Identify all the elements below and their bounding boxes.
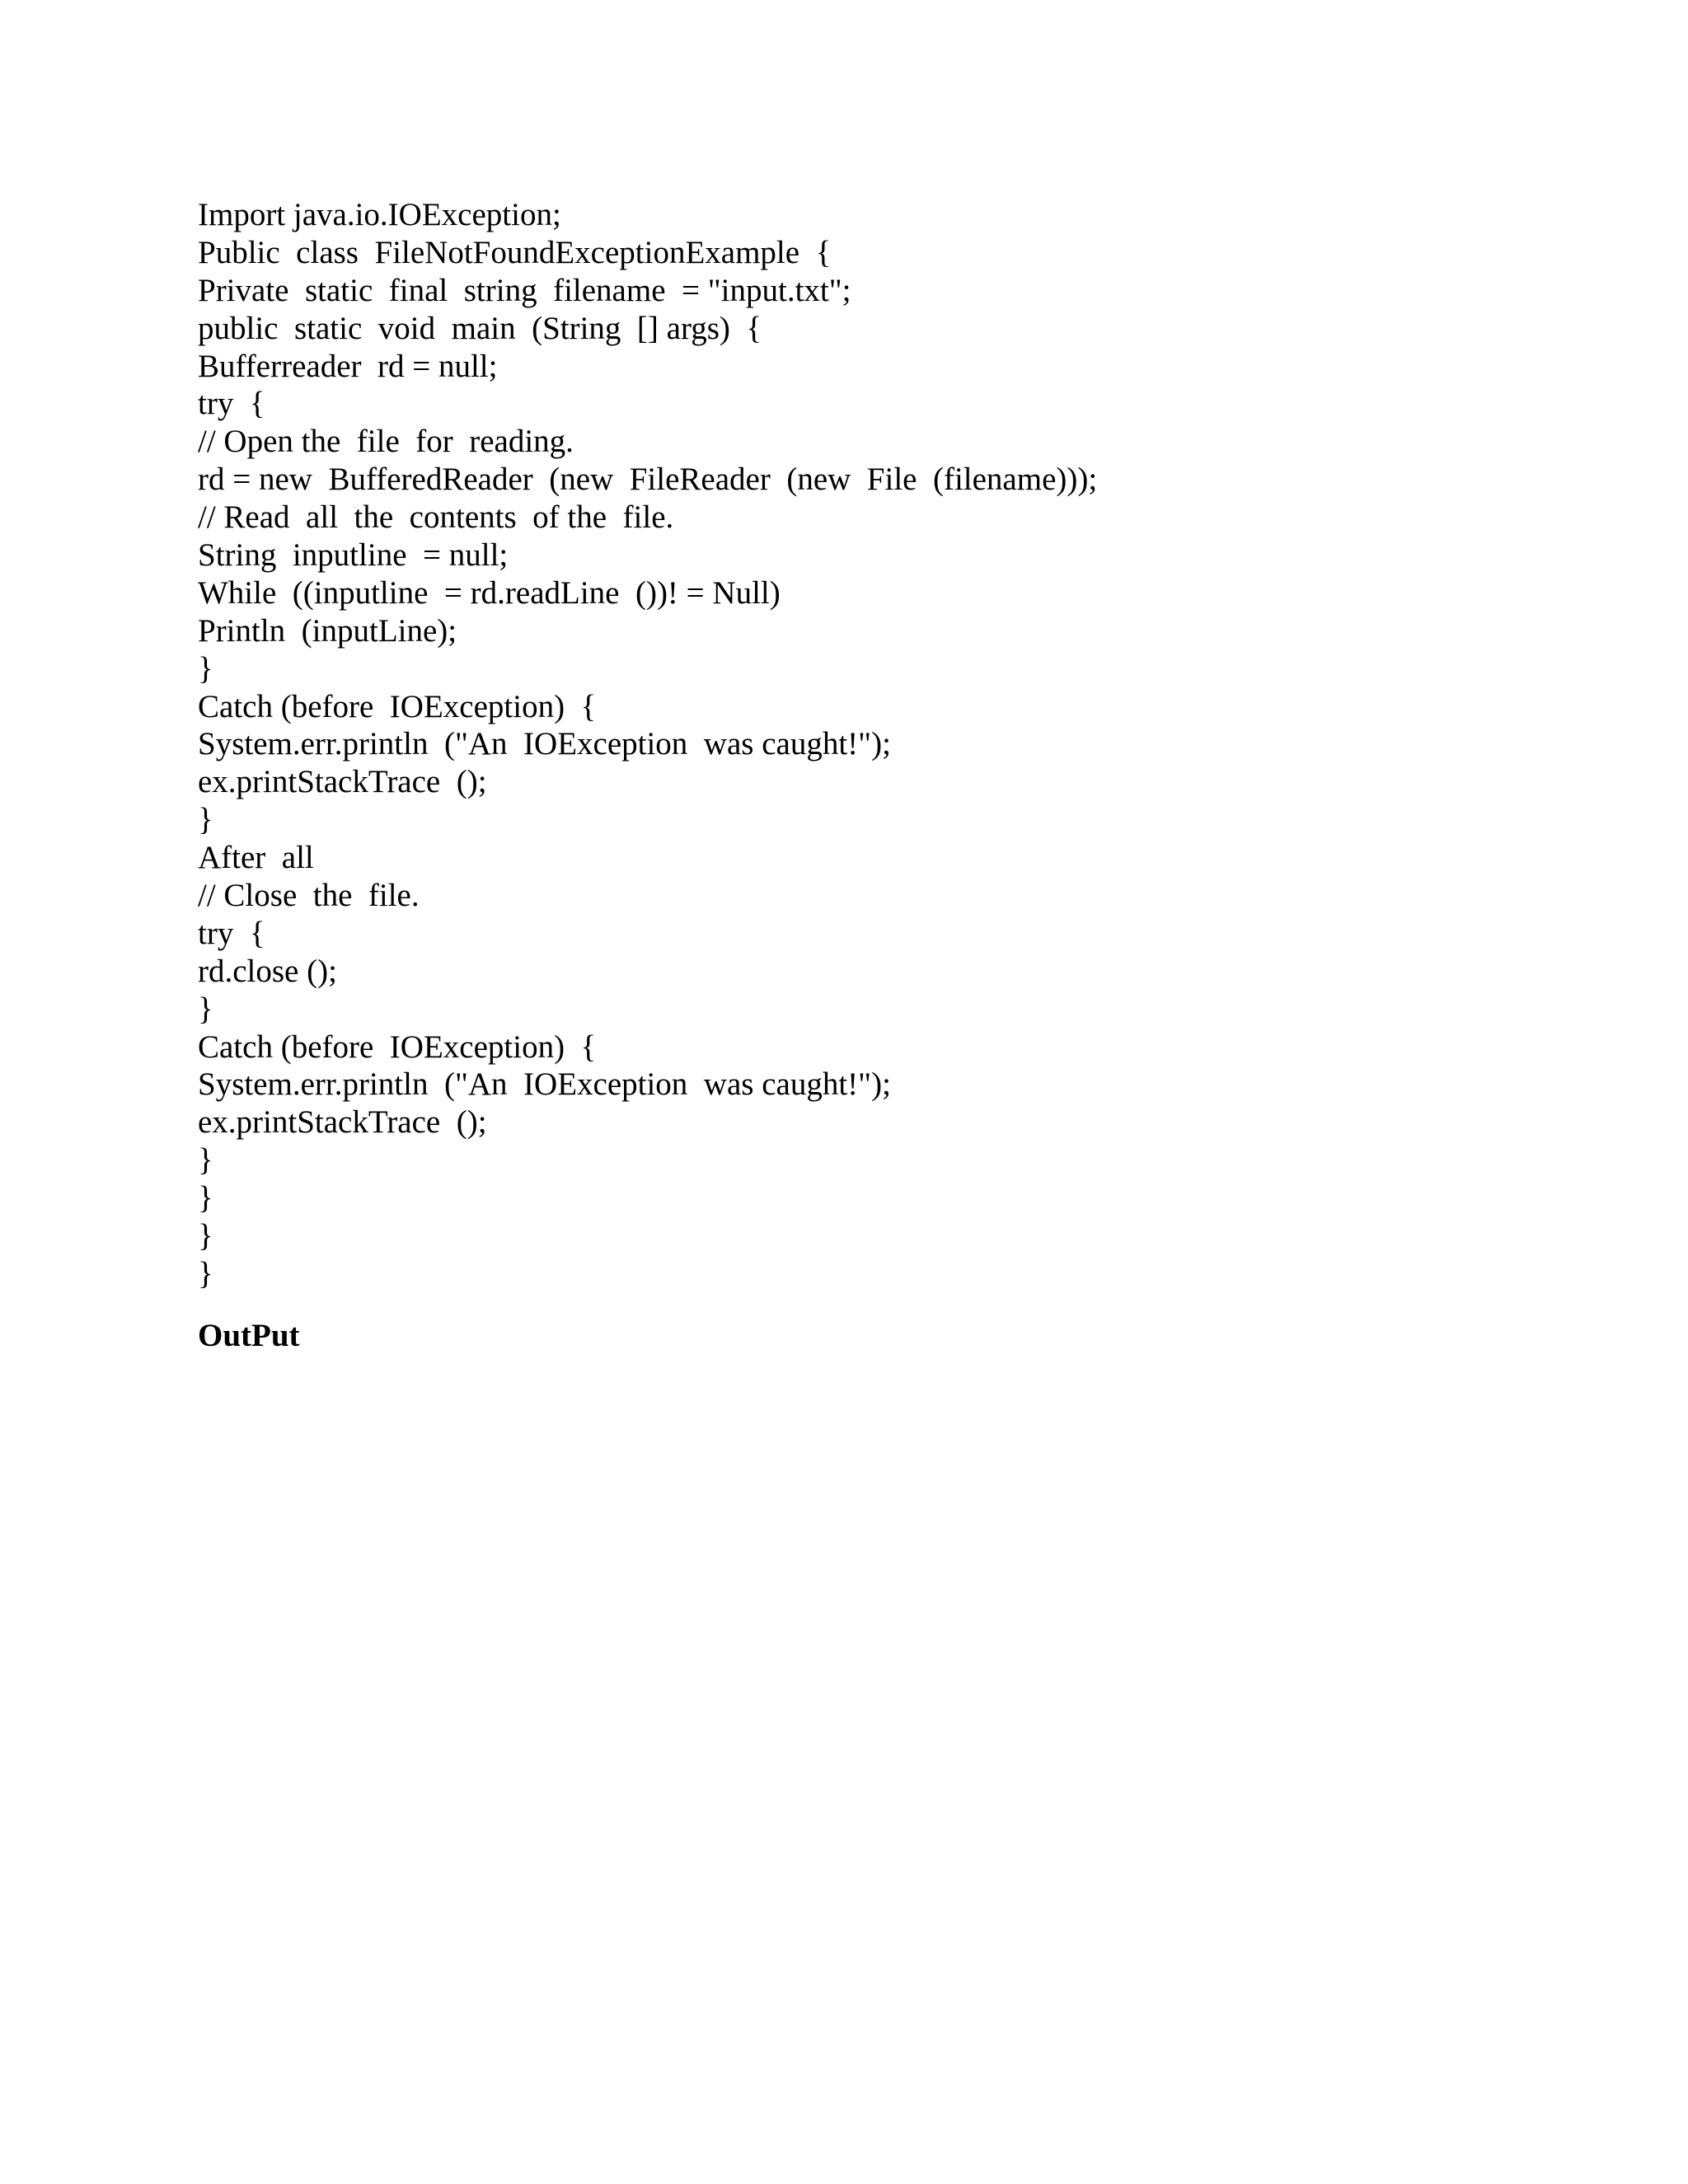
code-line: While ((inputline = rd.readLine ())! = Null)	[198, 574, 781, 611]
code-line: try {	[198, 915, 265, 951]
code-line: }	[198, 1142, 213, 1179]
code-line: public static void main (String [] args) {	[198, 310, 762, 346]
code-line: // Open the file for reading.	[198, 424, 574, 460]
output-heading: OutPut	[198, 1318, 300, 1353]
code-line: // Close the file.	[198, 878, 420, 914]
code-line: rd = new BufferedReader (new FileReader (new File (filename)));	[198, 462, 1098, 498]
code-line: // Read all the contents of the file.	[198, 499, 674, 536]
code-line: }	[198, 1255, 213, 1291]
code-line: After all	[198, 840, 314, 876]
code-line: Println (inputLine);	[198, 612, 457, 649]
code-line: Catch (before IOException) {	[198, 1029, 597, 1065]
code-line: }	[198, 650, 213, 687]
code-line: Catch (before IOException) {	[198, 688, 597, 724]
code-line: }	[198, 1180, 213, 1216]
code-line: System.err.println ("An IOException was caught!");	[198, 726, 891, 762]
code-line: ex.printStackTrace ();	[198, 764, 487, 800]
code-line: Bufferreader rd = null;	[198, 348, 498, 384]
code-line: }	[198, 1218, 213, 1254]
code-listing	[198, 196, 1517, 1293]
code-line: ex.printStackTrace ();	[198, 1104, 487, 1141]
code-line: String inputline = null;	[198, 537, 509, 574]
code-line: Import java.io.IOException;	[198, 197, 561, 232]
code-line: System.err.println ("An IOException was caught!");	[198, 1066, 891, 1103]
code-line: Private static final string filename = "input.txt";	[198, 272, 851, 308]
code-line: }	[198, 802, 213, 838]
code-line: Public class FileNotFoundExceptionExample {	[198, 234, 832, 270]
code-line: }	[198, 991, 213, 1027]
code-line: try {	[198, 386, 265, 422]
code-line: rd.close ();	[198, 953, 337, 989]
